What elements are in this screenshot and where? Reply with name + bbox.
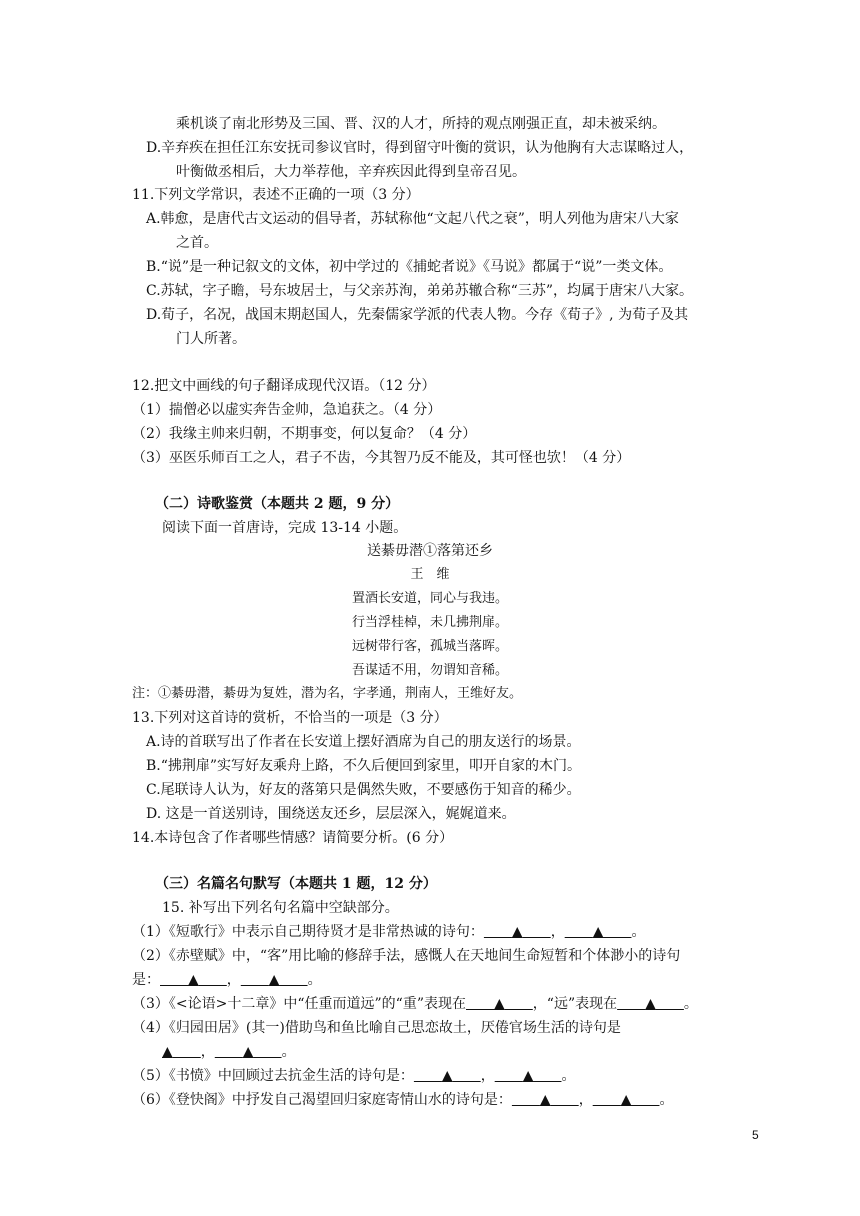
q15-item-1: （1）《短歌行》中表示自己期待贤才是非常热诚的诗句： ▲ ， ▲ 。 [132,924,646,940]
section-2-heading: （二）诗歌鉴赏（本题共 2 题，9 分） [155,496,400,512]
q15-stem: 15. 补写出下列名句名篇中空缺部分。 [162,900,399,916]
section-3-heading: （三）名篇名句默写（本题共 1 题，12 分） [155,876,437,892]
q13-option-b: B.“拂荆扉”实写好友乘舟上路，不久后便回到家里，叩开自家的木门。 [146,758,582,774]
q11-stem: 11.下列文学常识，表述不正确的一项（3 分） [132,187,420,203]
q10-option-d-line1: D.辛弃疾在担任江东安抚司参议官时，得到留守叶衡的赏识，认为他胸有大志谋略过人， [146,140,694,156]
poem-line-3: 远树带行客，孤城当落晖。 [351,639,508,654]
answer-blank: ▲ [539,1092,551,1108]
poem-line-4: 吾谋适不用，勿谓知音稀。 [351,663,508,678]
q15-item-2-line2: 是： ▲ ， ▲ 。 [132,972,322,988]
q12-sentence-1: （1）揣僧必以虚实奔告金帅，急追获之。（4 分） [132,402,442,418]
q15-item-4-line2: ▲ ， ▲ 。 [162,1044,296,1060]
page-number: 5 [752,1128,759,1142]
answer-blank: ▲ [620,1092,632,1108]
poem-line-2: 行当浮桂棹，未几拂荆扉。 [351,615,508,630]
q11-option-b: B.“说”是一种记叙文的文体，初中学过的《捕蛇者说》《马说》都属于“说”一类文体。 [146,259,673,275]
answer-blank: ▲ [162,1044,173,1060]
q10-option-c-continued: 乘机谈了南北形势及三国、晋、汉的人才，所持的观点刚强正直，却未被采纳。 [176,116,666,132]
q12-sentence-2: （2）我缘主帅来归朝，不期事变，何以复命？（4 分） [132,426,477,442]
q11-option-a-line2: 之首。 [176,235,218,251]
answer-blank: ▲ [242,1044,254,1060]
poem-note: 注：①綦毋潜，綦毋为复姓，潜为名，字孝通，荆南人，王维好友。 [132,686,523,701]
section-2-intro: 阅读下面一首唐诗，完成 13-14 小题。 [162,520,408,536]
answer-blank: ▲ [592,924,604,940]
poem-author: 王 维 [410,567,450,582]
q14-stem: 14.本诗包含了作者哪些情感？请简要分析。(6 分） [132,830,454,846]
answer-blank: ▲ [441,1068,453,1084]
q11-option-c: C.苏轼，字子瞻，号东坡居士，与父亲苏洵，弟弟苏辙合称“三苏”，均属于唐宋八大家。 [146,283,693,299]
answer-blank: ▲ [645,996,656,1012]
q11-option-d-line2: 门人所著。 [176,331,246,347]
q15-item-4-line1: （4）《归园田居》(其一)借助鸟和鱼比喻自己思恋故土，厌倦官场生活的诗句是 [132,1020,621,1036]
q15-item-5: （5）《书愤》中回顾过去抗金生活的诗句是： ▲ ， ▲ 。 [132,1068,576,1084]
q13-option-a: A.诗的首联写出了作者在长安道上摆好酒席为自己的朋友送行的场景。 [146,734,581,750]
q15-item-2-line1: （2）《赤壁赋》中，“客”用比喻的修辞手法，感慨人在天地间生命短暂和个体渺小的诗句 [132,948,681,964]
q12-sentence-3: （3）巫医乐师百工之人，君子不齿，今其智乃反不能及，其可怪也欤！（4 分） [132,450,631,466]
q13-option-d: D. 这是一首送别诗，围绕送友还乡，层层深入，娓娓道来。 [146,806,516,822]
q11-option-a-line1: A.韩愈，是唐代古文运动的倡导者，苏轼称他“文起八代之衰”，明人列他为唐宋八大家 [146,211,679,227]
answer-blank: ▲ [511,924,523,940]
answer-blank: ▲ [522,1068,534,1084]
poem-line-1: 置酒长安道，同心与我违。 [351,591,508,606]
q12-stem: 12.把文中画线的句子翻译成现代汉语。（12 分） [132,378,436,394]
answer-blank: ▲ [268,972,280,988]
answer-blank: ▲ [494,996,505,1012]
q15-item-6: （6）《登快阁》中抒发自己渴望回归家庭寄情山水的诗句是： ▲ ， ▲ 。 [132,1092,674,1108]
q13-option-c: C.尾联诗人认为，好友的落第只是偶然失败，不要感伤于知音的稀少。 [146,782,581,798]
poem-title: 送綦毋潜①落第还乡 [367,543,493,559]
q10-option-d-line2: 叶衡做丞相后，大力举荐他，辛弃疾因此得到皇帝召见。 [176,164,526,180]
answer-blank: ▲ [188,972,199,988]
q11-option-d-line1: D.荀子，名况，战国末期赵国人，先秦儒家学派的代表人物。今存《荀子》, 为荀子及其 [146,307,689,323]
q13-stem: 13.下列对这首诗的赏析，不恰当的一项是（3 分） [132,710,448,726]
q15-item-3: （3）《<论语>十二章》中“任重而道远”的“重”表现在 ▲ ，“远”表现在 ▲ 。 [132,996,698,1012]
